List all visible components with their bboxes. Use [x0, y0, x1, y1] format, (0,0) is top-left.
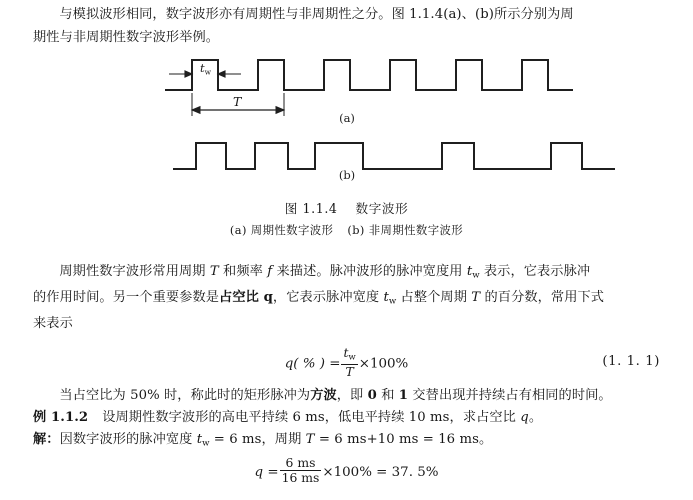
- p2-tail: 表示，它表示脉冲: [479, 264, 591, 279]
- eq1-rhs: ×100%: [358, 356, 409, 372]
- figure-subcaption-a: (a) 周期性数字波形: [229, 223, 334, 237]
- p2l2-a: 的作用时间。另一个重要参数是: [33, 290, 220, 306]
- symbol-f: f: [267, 264, 273, 279]
- example-text-a: 设周期性数字波形的高电平持续 6 ms，低电平持续 10 ms，求占空比: [102, 410, 521, 425]
- waveform-periodic-trace: [165, 60, 573, 90]
- term-duty-cycle: 占空比 q: [219, 290, 273, 306]
- symbol-T: T: [209, 264, 219, 279]
- paragraph-intro-line2: 期性与非周期性数字波形举例。: [33, 29, 220, 45]
- eq2-numerator: 6 ms: [285, 455, 316, 471]
- figure-caption-title: 数字波形: [355, 201, 409, 216]
- equation-tag-1-1-1: (1. 1. 1): [602, 354, 660, 369]
- figure-caption-number: 图 1.1.4: [284, 201, 338, 216]
- eq2-fraction: [280, 456, 322, 485]
- symbol-tw-2: t: [383, 290, 389, 306]
- eq2-rhs: ×100% = 37. 5%: [322, 464, 439, 480]
- term-square-wave: 方波: [310, 388, 337, 403]
- paragraph-parameters-line2: [33, 287, 660, 313]
- solution-b: = 6 ms，周期: [209, 432, 306, 447]
- paragraph-square-wave: [33, 385, 660, 408]
- figure-subcaption: [0, 222, 693, 238]
- p2l2-c: 占整个周期: [396, 290, 472, 306]
- paragraph-intro: [33, 4, 660, 49]
- p3-d: 交替出现并持续占有相同的时间。: [408, 388, 612, 403]
- symbol-T-3: T: [305, 432, 315, 447]
- eq1-numerator: $t_w$: [343, 345, 356, 363]
- panel-a-label: (a): [339, 111, 355, 125]
- solution-label: 解：: [33, 432, 60, 447]
- example-text-b: 。: [528, 410, 543, 425]
- example-block: [33, 407, 660, 430]
- paragraph-parameters-line1: [33, 261, 660, 287]
- symbol-tw-subscript: w: [472, 270, 480, 281]
- paragraph-intro-line1: 与模拟波形相同，数字波形亦有周期性与非周期性之分。图 1.1.4(a)、(b)所示分别为周: [59, 7, 574, 22]
- eq1-denominator: T: [341, 364, 357, 379]
- symbol-tw-3: t: [196, 432, 203, 447]
- literal-1: 1: [398, 388, 409, 403]
- symbol-q: q: [520, 410, 529, 425]
- literal-0: 0: [367, 388, 377, 403]
- annotation-tw-label: $t_w$: [200, 61, 212, 77]
- symbol-tw-subscript-3: w: [202, 438, 210, 449]
- figure-subcaption-b: (b) 非周期性数字波形: [347, 223, 464, 237]
- eq1-lhs: q( % ) =: [284, 356, 341, 372]
- eq1-fraction: [341, 346, 357, 378]
- solution-block: [33, 429, 660, 455]
- panel-b-label: (b): [338, 168, 356, 182]
- solution-a: 因数字波形的脉冲宽度: [59, 432, 197, 447]
- p2l2-b: ，它表示脉冲宽度: [272, 290, 384, 306]
- paragraph-parameters-line3: 来表示: [33, 316, 73, 332]
- p2l2-d: 的百分数，常用下式: [480, 290, 605, 306]
- equation-duty-cycle-result: [0, 455, 693, 487]
- p3-b: ，即: [336, 388, 368, 403]
- equation-duty-cycle: [0, 345, 693, 380]
- symbol-tw-subscript-2: w: [388, 296, 397, 307]
- eq2-denominator: 16 ms: [281, 470, 320, 486]
- eq2-lhs: q =: [254, 464, 279, 480]
- figure-caption: [0, 198, 693, 217]
- p2-prefix: 周期性数字波形常用周期: [59, 264, 210, 279]
- symbol-T-2: T: [471, 290, 481, 306]
- paragraph-parameters: [33, 261, 660, 336]
- waveform-aperiodic-trace: [173, 143, 615, 169]
- p2-mid: 和频率: [218, 264, 268, 279]
- waveform-aperiodic-chart: [163, 137, 633, 177]
- paragraph-square-wave-line: [33, 385, 660, 408]
- p2-mid2: 来描述。脉冲波形的脉冲宽度用: [272, 264, 467, 279]
- annotation-T-label: T: [233, 94, 242, 109]
- solution-c: = 6 ms+10 ms = 16 ms。: [314, 432, 493, 447]
- p3-a: 当占空比为 50% 时，称此时的矩形脉冲为: [59, 388, 311, 403]
- p3-c: 和: [376, 388, 399, 403]
- figure-digital-waveforms: [0, 52, 693, 242]
- symbol-tw: t: [466, 264, 473, 279]
- eq1-numerator-sub: w: [348, 352, 356, 363]
- example-label: 例 1.1.2: [33, 410, 89, 425]
